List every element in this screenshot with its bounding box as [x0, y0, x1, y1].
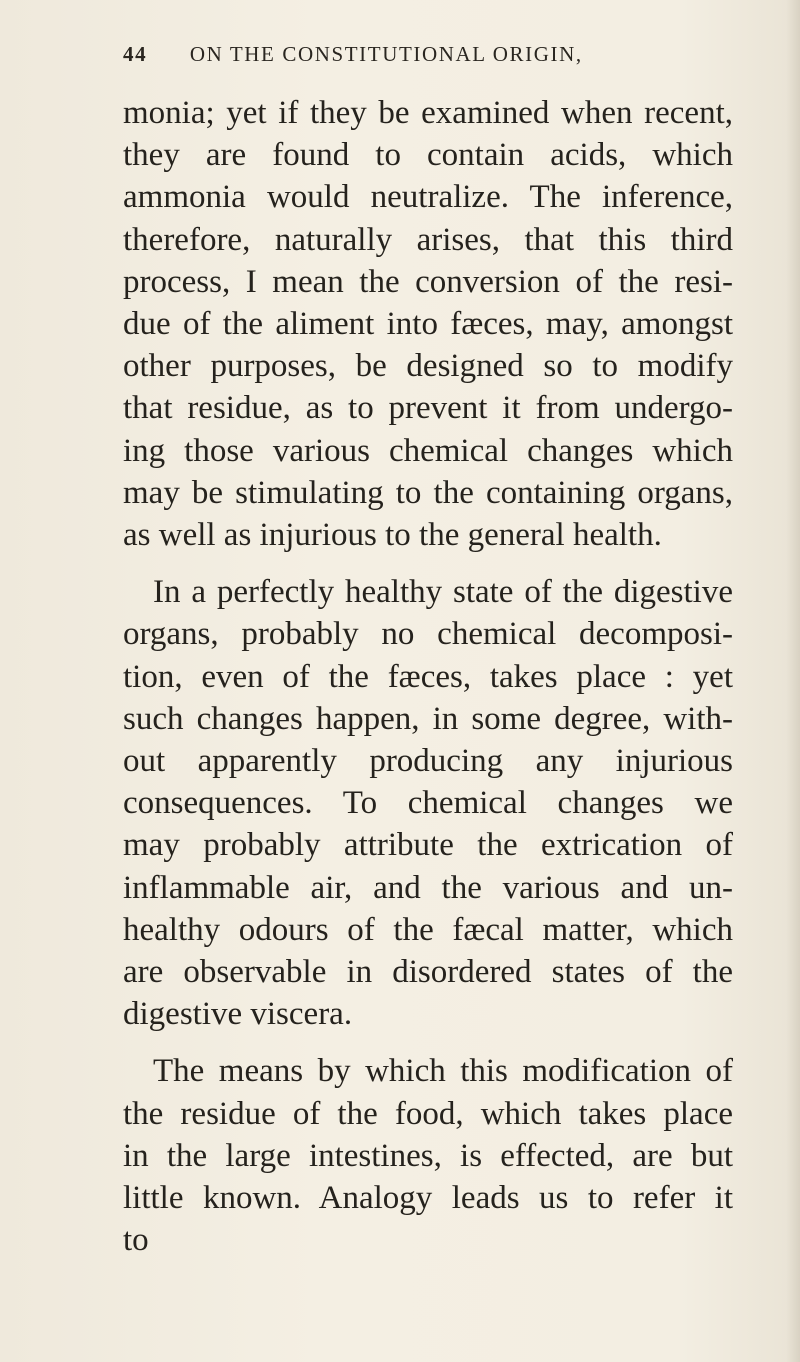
text-line: digestive viscera. — [123, 996, 353, 1033]
running-head: ON THE CONSTITUTIONAL ORIGIN, — [189, 42, 583, 66]
page-header — [123, 42, 683, 67]
text-line: healthy odours of the fæcal matter, which — [123, 911, 733, 948]
text-line: are observable in disordered states of the — [123, 954, 733, 991]
text-line: that residue, as to prevent it from undergo- — [123, 390, 733, 427]
text-line: may be stimulating to the containing organs, — [123, 474, 733, 511]
text-line: ing those various chemical changes which — [123, 432, 733, 469]
text-line: the residue of the food, which takes place — [123, 1095, 733, 1132]
text-line: therefore, naturally arises, that this third — [123, 221, 733, 258]
page-number: 44 — [123, 42, 148, 66]
paragraph-1 — [123, 92, 733, 556]
text-line: due of the aliment into fæces, may, amongst — [123, 306, 733, 343]
catchword: to — [123, 1222, 149, 1259]
body-text — [123, 92, 733, 1261]
paragraph-3 — [123, 1050, 733, 1261]
text-line: organs, probably no chemical decomposi- — [123, 616, 733, 653]
text-line: may probably attribute the extrication of — [123, 827, 733, 864]
text-line: such changes happen, in some degree, with- — [123, 700, 733, 737]
text-line: process, I mean the conversion of the resi- — [123, 263, 733, 300]
text-line: ammonia would neutralize. The inference, — [123, 179, 733, 216]
text-line: inflammable air, and the various and un- — [123, 869, 733, 906]
text-line: monia; yet if they be examined when recent, — [123, 95, 733, 131]
paragraph-2 — [123, 571, 733, 1035]
text-line: tion, even of the fæces, takes place : yet — [123, 658, 733, 695]
text-line: The means by which this modification of — [153, 1053, 733, 1090]
text-line: as well as injurious to the general health. — [123, 517, 662, 554]
text-line: they are found to contain acids, which — [123, 137, 733, 174]
text-line: consequences. To chemical changes we — [123, 785, 733, 822]
text-line: other purposes, be designed so to modify — [123, 348, 733, 385]
text-line: out apparently producing any injurious — [123, 743, 733, 780]
text-line: little known. Analogy leads us to refer it — [123, 1180, 733, 1217]
text-line: in the large intestines, is effected, are but — [123, 1137, 733, 1174]
text-line: In a perfectly healthy state of the digestive — [153, 574, 733, 611]
page-edge-shadow — [786, 0, 800, 1362]
